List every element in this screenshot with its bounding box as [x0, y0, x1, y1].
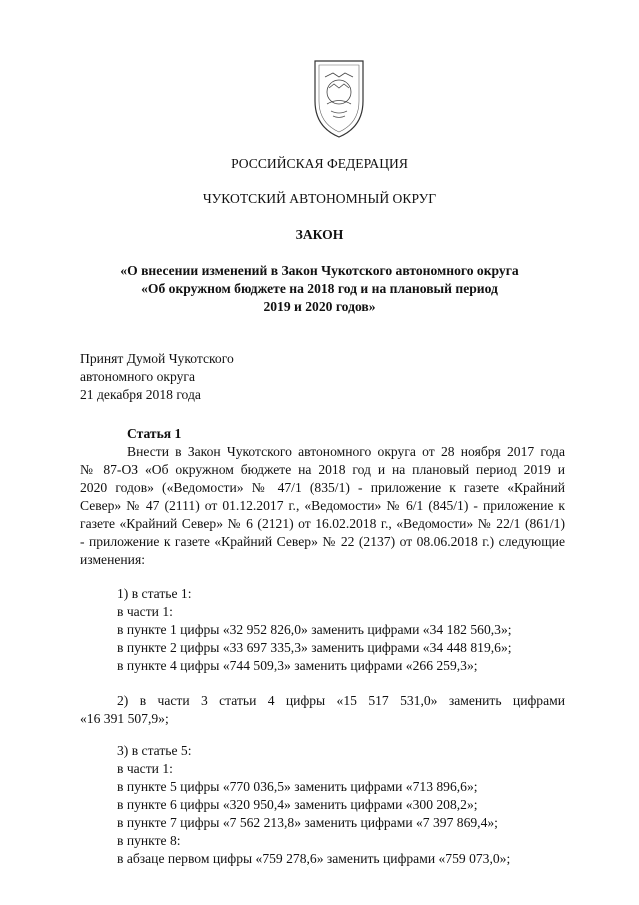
- adoption-line-2: автономного округа: [80, 369, 196, 384]
- article-heading: Статья 1: [127, 426, 182, 441]
- country-title: РОССИЙСКАЯ ФЕДЕРАЦИЯ: [231, 156, 408, 171]
- article-intro-line: газете «Крайний Север» № 6 (2121) от 16.02.2018 г., «Ведомости» № 22/1 (861/1): [80, 516, 565, 531]
- adoption-line-1: Принят Думой Чукотского: [80, 351, 234, 366]
- item2-line: «16 391 507,9»;: [80, 711, 169, 726]
- item1-line: в пункте 2 цифры «33 697 335,3» заменить цифрами «34 448 819,6»;: [117, 640, 512, 655]
- adoption-date: 21 декабря 2018 года: [80, 387, 201, 402]
- item3-line: в абзаце первом цифры «759 278,6» заменить цифрами «759 073,0»;: [117, 851, 511, 866]
- item3-line: в пункте 5 цифры «770 036,5» заменить цифрами «713 896,6»;: [117, 779, 478, 794]
- article-intro-line: - приложение к газете «Крайний Север» № 22 (2137) от 08.06.2018 г.) следующие: [80, 534, 565, 549]
- law-title-line-3: 2019 и 2020 годов»: [263, 299, 376, 314]
- chukotka-coat-of-arms-icon: [311, 57, 367, 141]
- item3-line: в пункте 7 цифры «7 562 213,8» заменить цифрами «7 397 869,4»;: [117, 815, 498, 830]
- item3-line: в пункте 6 цифры «320 950,4» заменить цифрами «300 208,2»;: [117, 797, 478, 812]
- item3-line: в части 1:: [117, 761, 173, 776]
- article-intro-line: изменения:: [80, 552, 145, 567]
- article-intro-line: 2020 годов» («Ведомости» № 47/1 (835/1) - приложение к газете «Крайний: [80, 480, 565, 495]
- item1-line: в части 1:: [117, 604, 173, 619]
- item2-line: 2) в части 3 статьи 4 цифры «15 517 531,0» заменить цифрами: [117, 693, 565, 708]
- article-intro-line: № 87-ОЗ «Об окружном бюджете на 2018 год и на плановый период 2019 и: [80, 462, 565, 477]
- item3-line: в пункте 8:: [117, 833, 181, 848]
- law-title-line-2: «Об окружном бюджете на 2018 год и на плановый период: [141, 281, 498, 296]
- region-title: ЧУКОТСКИЙ АВТОНОМНЫЙ ОКРУГ: [202, 191, 437, 206]
- article-intro-line: Внести в Закон Чукотского автономного округа от 28 ноября 2017 года: [127, 444, 565, 459]
- article-intro-line: Север» № 47 (2111) от 01.12.2017 г., «Ведомости» № 6/1 (845/1) - приложение к: [80, 498, 565, 513]
- item1-line: 1) в статье 1:: [117, 586, 192, 601]
- law-title-line-1: «О внесении изменений в Закон Чукотского автономного округа: [120, 263, 519, 278]
- item3-line: 3) в статье 5:: [117, 743, 192, 758]
- document-type: ЗАКОН: [295, 227, 344, 242]
- item1-line: в пункте 1 цифры «32 952 826,0» заменить цифрами «34 182 560,3»;: [117, 622, 512, 637]
- item1-line: в пункте 4 цифры «744 509,3» заменить цифрами «266 259,3»;: [117, 658, 478, 673]
